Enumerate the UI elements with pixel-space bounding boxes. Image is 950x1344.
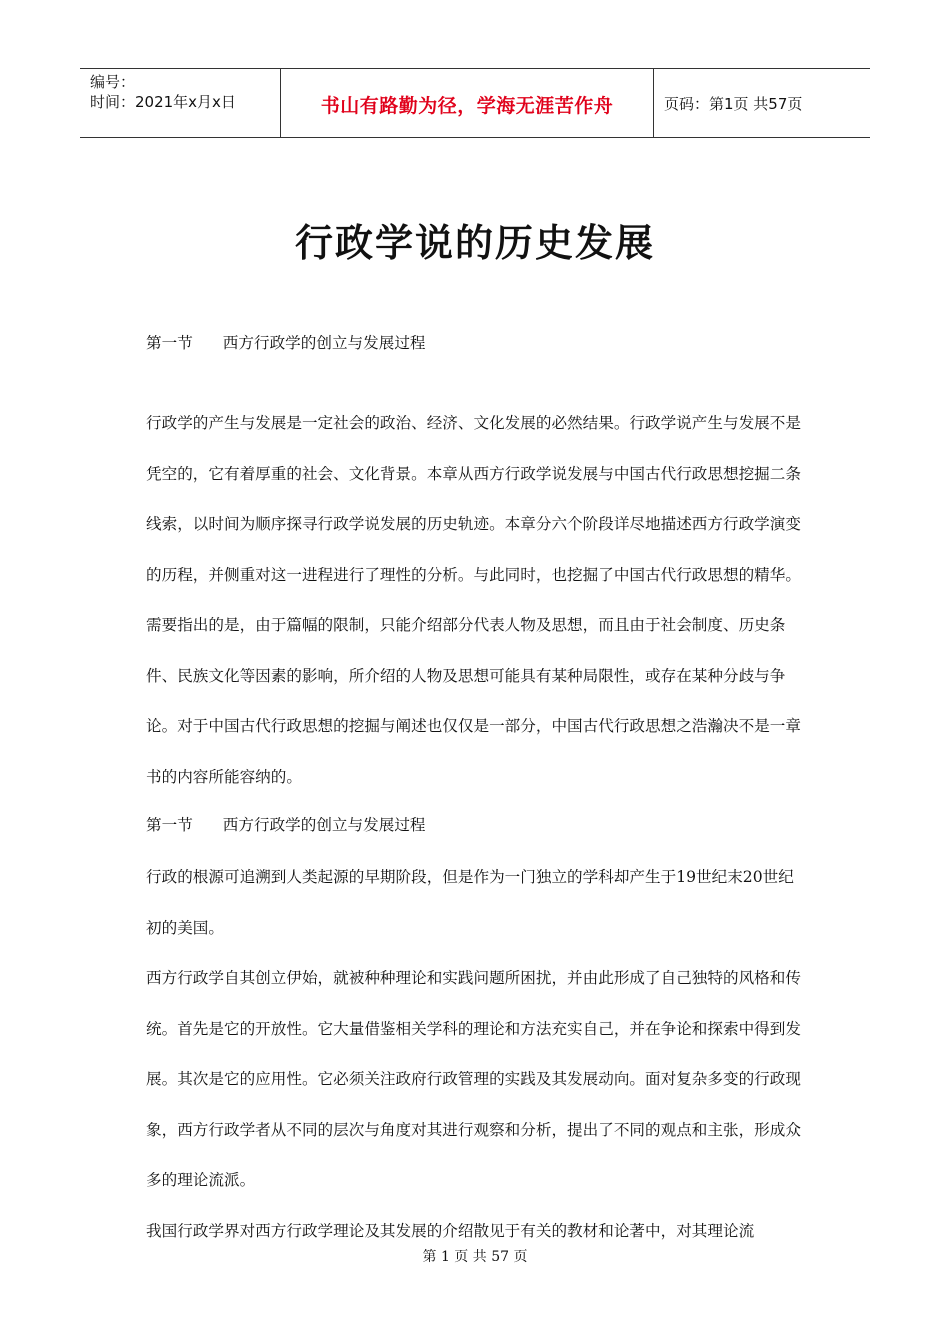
- page-footer: 第 1 页 共 57 页: [422, 1249, 528, 1265]
- paragraph-4: 我国行政学界对西方行政学理论及其发展的介绍散见于有关的教材和论著中，对其理论流: [146, 1221, 755, 1240]
- section-title: 西方行政学的创立与发展过程: [222, 334, 426, 352]
- section-heading-2: [146, 810, 806, 840]
- header-left-cell: [80, 69, 281, 137]
- document-title: 行政学说的历史发展: [294, 221, 655, 265]
- paragraph-3: 西方行政学自其创立伊始，就被种种理论和实践问题所困扰，并由此形成了自己独特的风格和传统。首先是它的开放性。它大量借鉴相关学科的理论和方法充实自己，并在争论和探索中得到发展。其次是它的应用性。它必须关注政府行政管理的实践及其发展动向。面对复杂多变的行政现象，西方行政学者从不同的层次与角度对其进行观察和分析，提出了不同的观点和主张，形成众多的理论流派。: [146, 969, 801, 1189]
- header-middle-cell: [281, 69, 654, 137]
- section-title: 西方行政学的创立与发展过程: [222, 816, 426, 834]
- header-motto: 书山有路勤为径，学海无涯苦作舟: [320, 95, 614, 117]
- page-info: 页码：第1页 共57页: [664, 95, 803, 113]
- time-label: 时间：2021年x月x日: [90, 93, 236, 111]
- section-number: 第一节: [146, 816, 193, 834]
- paragraph-2: 行政的根源可追溯到人类起源的早期阶段，但是作为一门独立的学科却产生于19世纪末20世纪初的美国。: [146, 868, 794, 937]
- section-number: 第一节: [146, 334, 193, 352]
- intro-paragraph: 行政学的产生与发展是一定社会的政治、经济、文化发展的必然结果。行政学说产生与发展不是凭空的，它有着厚重的社会、文化背景。本章从西方行政学说发展与中国古代行政思想挖掘二条线索，以时间为顺序探寻行政学说发展的历史轨迹。本章分六个阶段详尽地描述西方行政学演变的历程，并侧重对这一进程进行了理性的分析。与此同时，也挖掘了中国古代行政思想的精华。需要指出的是，由于篇幅的限制，只能介绍部分代表人物及思想，而且由于社会制度、历史条件、民族文化等因素的影响，所介绍的人物及思想可能具有某种局限性，或存在某种分歧与争论。对于中国古代行政思想的挖掘与阐述也仅仅是一部分，中国古代行政思想之浩瀚决不是一章书的内容所能容纳的。: [146, 414, 801, 786]
- page-header: [80, 68, 870, 138]
- number-label: 编号：: [90, 73, 136, 91]
- document-body: [146, 328, 806, 1256]
- header-right-cell: [654, 69, 870, 137]
- section-heading-1: [146, 328, 806, 358]
